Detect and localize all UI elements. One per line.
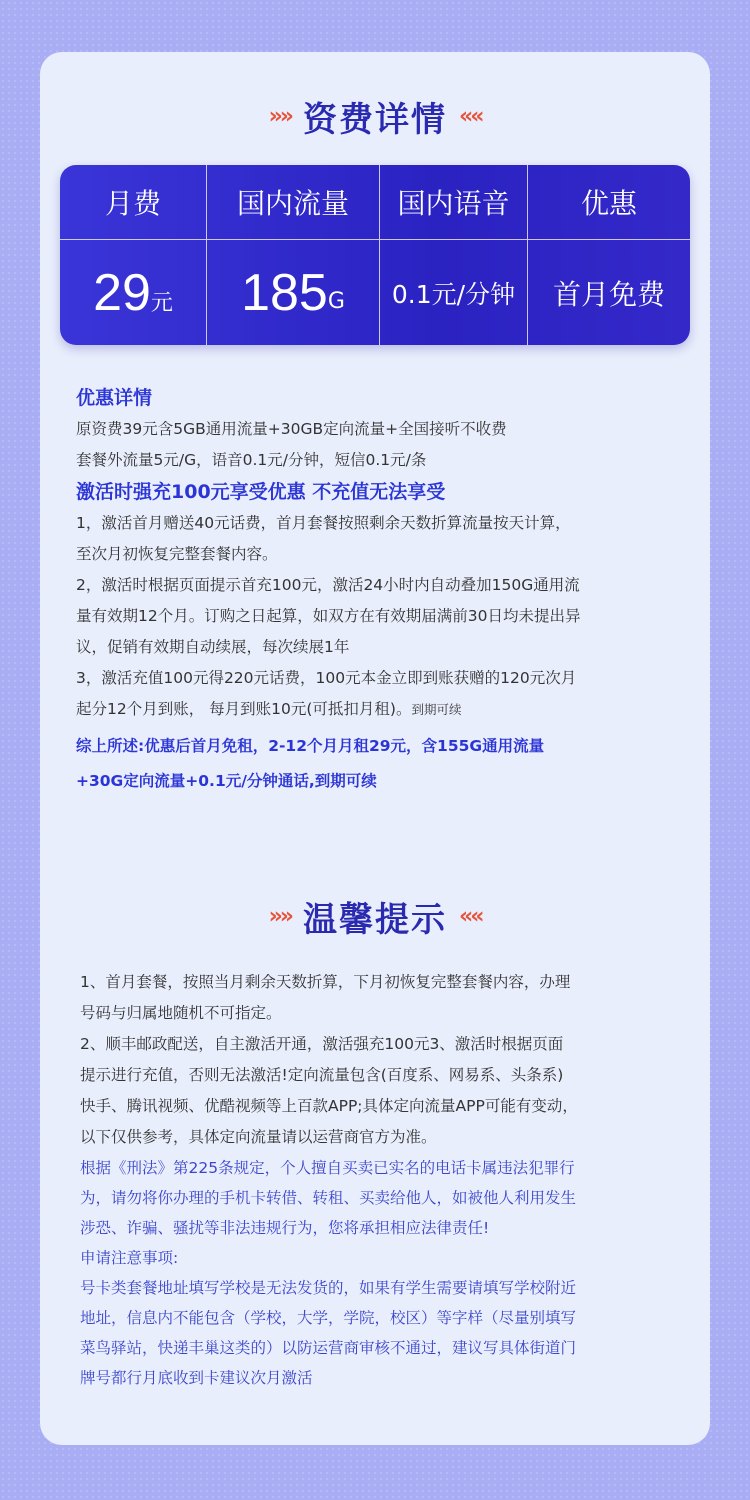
recharge-highlight: 激活时强充100元享受优惠 不充值无法享受 (76, 481, 446, 503)
notice-line: 地址，信息内不能包含（学校，大学，学院，校区）等字样（尽量别填写 (80, 1309, 577, 1327)
summary-line: 综上所述:优惠后首月免租，2-12个月月租29元，含155G通用流量 (76, 737, 545, 755)
rule-line: 2，激活时根据页面提示首充100元，激活24小时内自动叠加150G通用流 (76, 576, 580, 594)
plan-table (60, 165, 690, 345)
notice-line: 牌号都行月底收到卡建议次月激活 (80, 1369, 313, 1387)
summary-line: +30G定向流量+0.1元/分钟通话,到期可续 (76, 772, 377, 790)
offer-value: 首月免费 (527, 240, 690, 345)
tips (80, 967, 680, 1393)
section-title: 温馨提示 (303, 900, 447, 940)
notice-line: 菜鸟驿站，快递丰巢这类的）以防运营商审核不通过，建议写具体街道门 (80, 1339, 577, 1357)
rule-line: 1，激活首月赠送40元话费，首月套餐按照剩余天数折算流量按天计算， (76, 514, 571, 532)
data-value (206, 240, 379, 345)
monthly-fee-value (60, 240, 206, 345)
plan-table-header-row (60, 165, 690, 239)
rule-note: 到期可续 (411, 702, 462, 717)
details-line: 套餐外流量5元/G，语音0.1元/分钟，短信0.1元/条 (76, 451, 427, 469)
section-heading-fees (40, 92, 710, 141)
rule-line-last (76, 694, 676, 725)
section-title: 资费详情 (303, 100, 447, 140)
offer-details (76, 382, 676, 799)
tip-line: 快手、腾讯视频、优酷视频等上百款APP;具体定向流量APP可能有变动， (80, 1097, 578, 1115)
header-domestic-voice: 国内语音 (379, 165, 527, 239)
header-monthly-fee: 月费 (104, 187, 161, 220)
header-offer: 优惠 (527, 165, 690, 239)
legal-line: 为，请勿将你办理的手机卡转借、转租、买卖给他人，如被他人利用发生 (80, 1189, 577, 1207)
chevron-right-icon: »» (268, 904, 291, 929)
tip-line: 号码与归属地随机不可指定。 (80, 1004, 282, 1022)
rule-line: 3，激活充值100元得220元话费，100元本金立即到账获赠的120元次月 (76, 669, 577, 687)
details-line: 原资费39元含5GB通用流量+30GB定向流量+全国接听不收费 (76, 420, 507, 438)
tip-line: 1、首月套餐，按照当月剩余天数折算，下月初恢复完整套餐内容，办理 (80, 973, 571, 991)
rule-line-text: 起分12个月到账， 每月到账10元(可抵扣月租)。 (76, 700, 412, 718)
notice-line: 号卡类套餐地址填写学校是无法发货的，如果有学生需要请填写学校附近 (80, 1279, 577, 1297)
tip-line: 提示进行充值，否则无法激活!定向流量包含(百度系、网易系、头条系) (80, 1066, 564, 1084)
rule-line: 议，促销有效期自动续展，每次续展1年 (76, 638, 350, 656)
plan-table-value-row (60, 240, 690, 345)
legal-line: 根据《刑法》第225条规定，个人擅自买卖已实名的电话卡属违法犯罪行 (80, 1159, 575, 1177)
rule-line: 至次月初恢复完整套餐内容。 (76, 545, 278, 563)
header-domestic-data: 国内流量 (206, 165, 379, 239)
chevron-right-icon: »» (268, 104, 291, 129)
legal-line: 涉恐、诈骗、骚扰等非法违规行为，您将承担相应法律责任! (80, 1219, 490, 1237)
notice-heading: 申请注意事项: (80, 1249, 179, 1267)
data-unit: G (327, 289, 345, 314)
chevron-left-icon: «« (459, 904, 482, 929)
chevron-left-icon: «« (459, 104, 482, 129)
monthly-fee-number: 29 (93, 263, 151, 322)
content-card (40, 52, 710, 1445)
monthly-fee-unit: 元 (150, 291, 173, 316)
tip-line: 以下仅供参考，具体定向流量请以运营商官方为准。 (80, 1128, 437, 1146)
voice-value: 0.1元/分钟 (379, 240, 527, 345)
section-heading-tips (40, 892, 710, 941)
details-heading: 优惠详情 (76, 387, 153, 409)
tip-line: 2、顺丰邮政配送，自主激活开通，激活强充100元3、激活时根据页面 (80, 1035, 564, 1053)
data-number: 185 (241, 263, 328, 322)
rule-line: 量有效期12个月。订购之日起算，如双方在有效期届满前30日均未提出异 (76, 607, 581, 625)
